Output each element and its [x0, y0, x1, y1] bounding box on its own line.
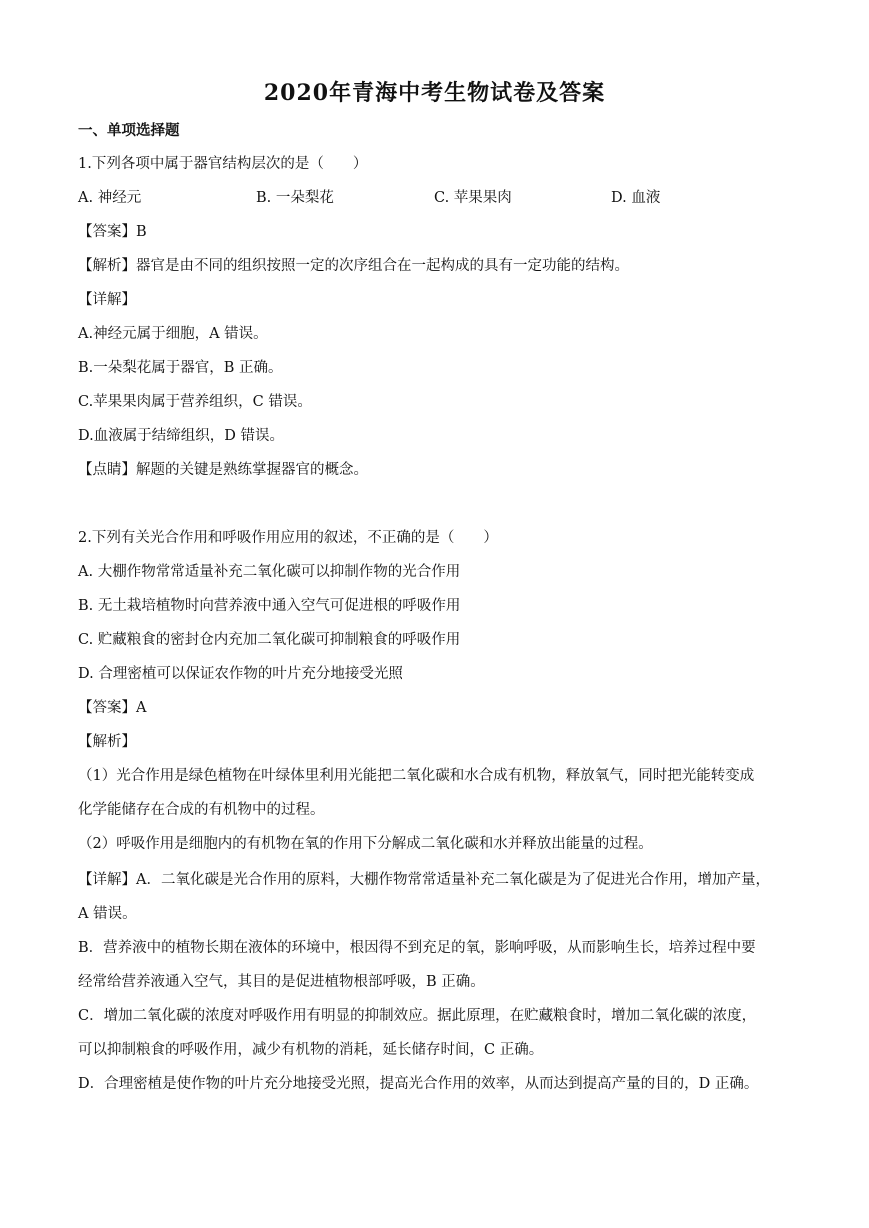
question-1-detail-a: A.神经元属于细胞，A 错误。 [78, 326, 268, 342]
question-2-analysis-line: 化学能储存在合成的有机物中的过程。 [78, 802, 325, 818]
question-2-detail-line: C．增加二氧化碳的浓度对呼吸作用有明显的抑制效应。据此原理，在贮藏粮食时，增加二氧化碳的浓度， [78, 1008, 757, 1024]
question-1-option-d: D. 血液 [611, 190, 661, 206]
question-2-option-a: A. 大棚作物常常适量补充二氧化碳可以抑制作物的光合作用 [78, 564, 461, 580]
question-2-detail-line: B．营养液中的植物长期在液体的环境中，根因得不到充足的氧，影响呼吸，从而影响生长，培养过程中要 [78, 940, 756, 956]
question-2-option-d: D. 合理密植可以保证农作物的叶片充分地接受光照 [78, 666, 403, 682]
question-2-analysis-line: （1）光合作用是绿色植物在叶绿体里利用光能把二氧化碳和水合成有机物，释放氧气，同时把光能转变成 [78, 768, 755, 784]
question-1-key-point: 【点睛】解题的关键是熟练掌握器官的概念。 [78, 462, 368, 478]
question-2-detail-line: 可以抑制粮食的呼吸作用，减少有机物的消耗，延长储存时间，C 正确。 [78, 1042, 544, 1058]
question-1-answer: 【答案】B [78, 224, 147, 240]
question-2-option-c: C. 贮藏粮食的密封仓内充加二氧化碳可抑制粮食的呼吸作用 [78, 632, 461, 648]
question-2-answer: 【答案】A [78, 700, 147, 716]
question-2-option-b: B. 无土栽培植物时向营养液中通入空气可促进根的呼吸作用 [78, 598, 461, 614]
question-2-detail-line: 经常给营养液通入空气，其目的是促进植物根部呼吸，B 正确。 [78, 974, 485, 990]
question-1-analysis: 【解析】器官是由不同的组织按照一定的次序组合在一起构成的具有一定功能的结构。 [78, 258, 629, 274]
question-1-option-a: A. 神经元 [78, 190, 142, 206]
question-2-detail-line: A 错误。 [78, 906, 137, 922]
question-2-stem: 2.下列有关光合作用和呼吸作用应用的叙述，不正确的是（ ） [78, 530, 498, 546]
question-1-option-b: B. 一朵梨花 [256, 190, 334, 206]
question-1-detail-d: D.血液属于结缔组织，D 错误。 [78, 428, 284, 444]
question-1-detail-heading: 【详解】 [78, 292, 136, 308]
question-1-detail-b: B.一朵梨花属于器官，B 正确。 [78, 360, 283, 376]
question-2-detail-line: 【详解】A．二氧化碳是光合作用的原料，大棚作物常常适量补充二氧化碳是为了促进光合作用，增加产量， [78, 872, 770, 888]
page-title: 2020年青海中考生物试卷及答案 [263, 80, 606, 106]
question-2-analysis-heading: 【解析】 [78, 734, 136, 750]
question-1-detail-c: C.苹果果肉属于营养组织，C 错误。 [78, 394, 312, 410]
question-1-stem: 1.下列各项中属于器官结构层次的是（ ） [78, 156, 368, 172]
section-heading: 一、单项选择题 [78, 122, 180, 139]
question-2-detail-line: D．合理密植是使作物的叶片充分地接受光照，提高光合作用的效率，从而达到提高产量的目的，D 正确。 [78, 1076, 759, 1092]
question-1-option-c: C. 苹果果肉 [434, 190, 512, 206]
question-2-analysis-line: （2）呼吸作用是细胞内的有机物在氧的作用下分解成二氧化碳和水并释放出能量的过程。 [78, 836, 653, 852]
